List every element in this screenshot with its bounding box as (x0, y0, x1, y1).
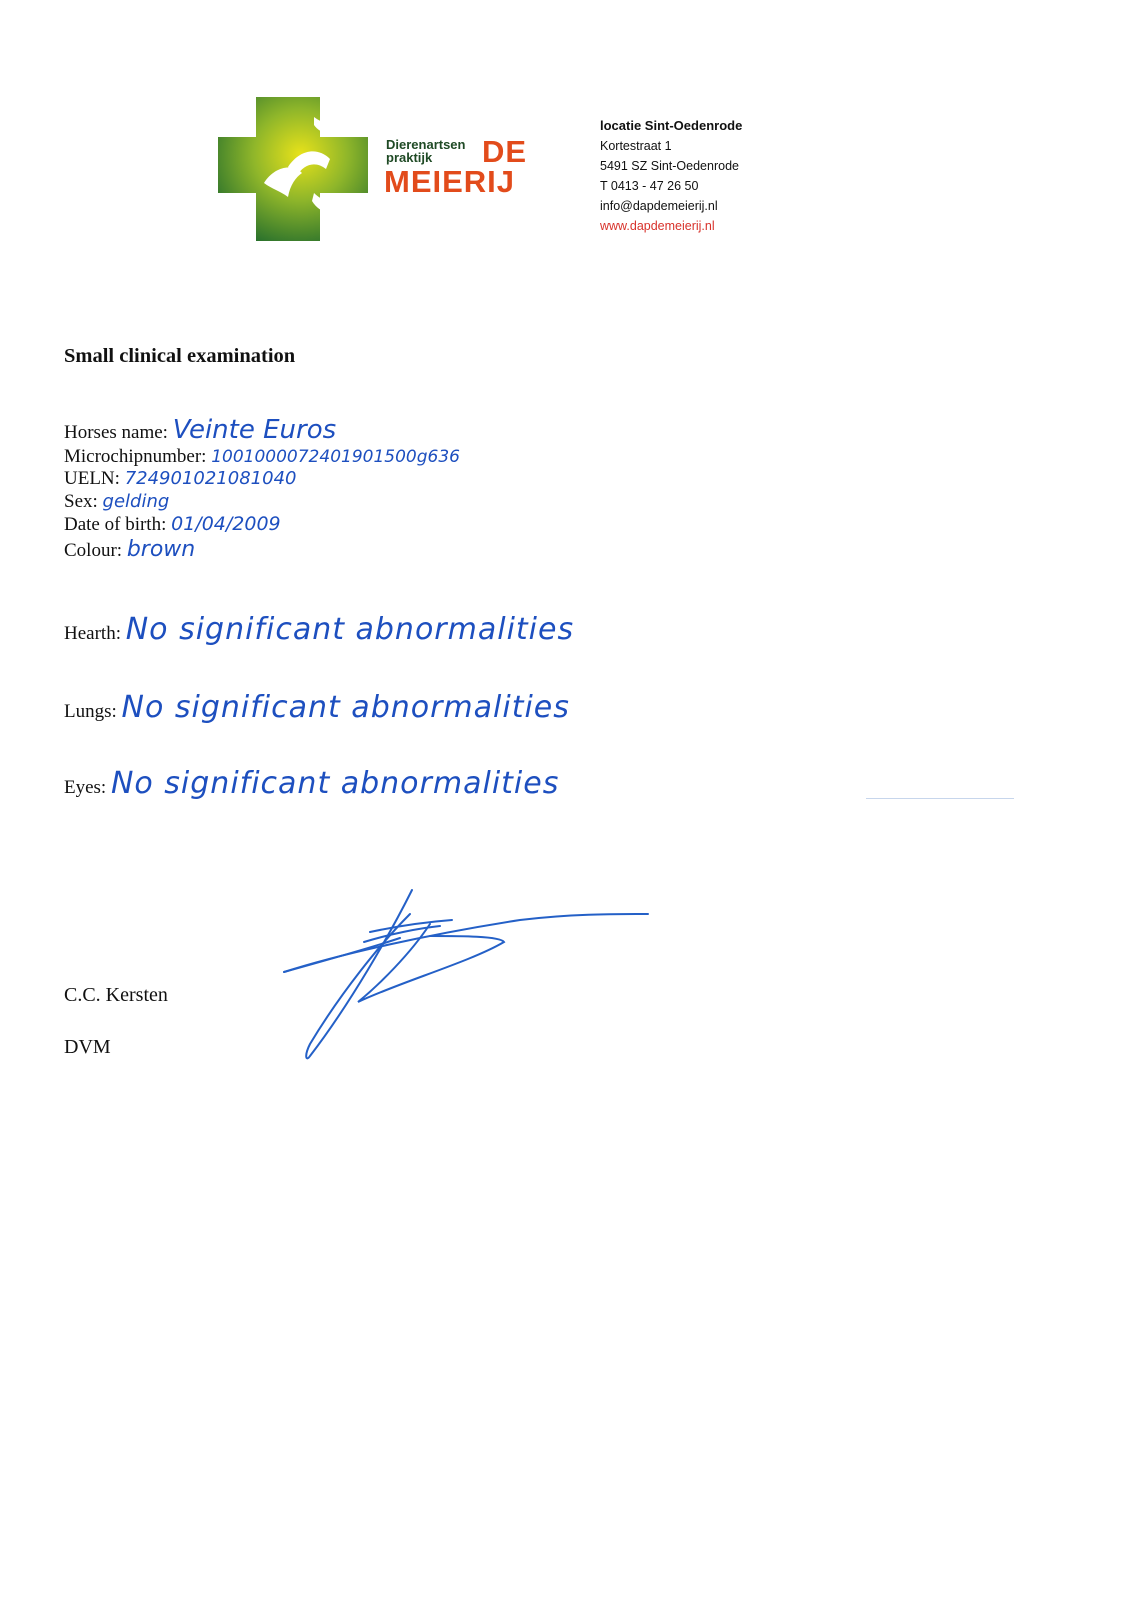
exam-lungs (64, 690, 570, 725)
phone: T 0413 - 47 26 50 (600, 179, 699, 193)
street: Kortestraat 1 (600, 139, 672, 153)
signatory-name: C.C. Kersten (64, 984, 168, 1006)
field-value: 724901021081040 (124, 468, 297, 489)
exam-value: No significant abnormalities (125, 612, 575, 647)
exam-label: Hearth: (64, 623, 121, 644)
exam-eyes (64, 766, 559, 801)
exam-hearth (64, 612, 574, 647)
field-sex (64, 492, 169, 512)
scan-artifact-line (866, 798, 1014, 799)
field-label: Sex: (64, 491, 98, 512)
field-value: brown (126, 537, 196, 562)
location-name: locatie Sint-Oedenrode (600, 118, 743, 133)
exam-value: No significant abnormalities (110, 766, 560, 801)
field-label: Colour: (64, 540, 123, 561)
handwritten-signature (280, 884, 650, 1066)
website: www.dapdemeierij.nl (600, 219, 715, 233)
field-label: Horses name: (64, 422, 168, 443)
field-value: 1001000072401901500g636 (211, 447, 460, 467)
practice-logo (218, 97, 368, 241)
document-title: Small clinical examination (64, 345, 296, 367)
exam-label: Lungs: (64, 701, 117, 722)
brand-de: DE (482, 134, 528, 169)
field-label: UELN: (64, 468, 120, 489)
field-value: gelding (102, 491, 170, 512)
field-label: Date of birth: (64, 514, 167, 535)
brand-line-2: praktijk (386, 150, 433, 165)
brand-tagline (386, 138, 465, 164)
field-label: Microchipnumber: (64, 446, 207, 467)
field-value: Veinte Euros (172, 415, 337, 445)
field-ueln (64, 469, 296, 489)
exam-label: Eyes: (64, 777, 107, 798)
address-block (600, 116, 742, 236)
brand-line-1: Dierenartsen (386, 137, 466, 152)
exam-value: No significant abnormalities (121, 690, 570, 725)
signatory-title: DVM (64, 1036, 111, 1058)
field-colour (64, 537, 196, 562)
email: info@dapdemeierij.nl (600, 199, 718, 213)
city: 5491 SZ Sint-Oedenrode (600, 159, 739, 173)
field-microchip (64, 447, 460, 467)
field-value: 01/04/2009 (171, 513, 281, 535)
field-horse-name (64, 415, 337, 445)
field-date-of-birth (64, 514, 281, 535)
brand-meierij: MEIERIJ (384, 164, 516, 199)
